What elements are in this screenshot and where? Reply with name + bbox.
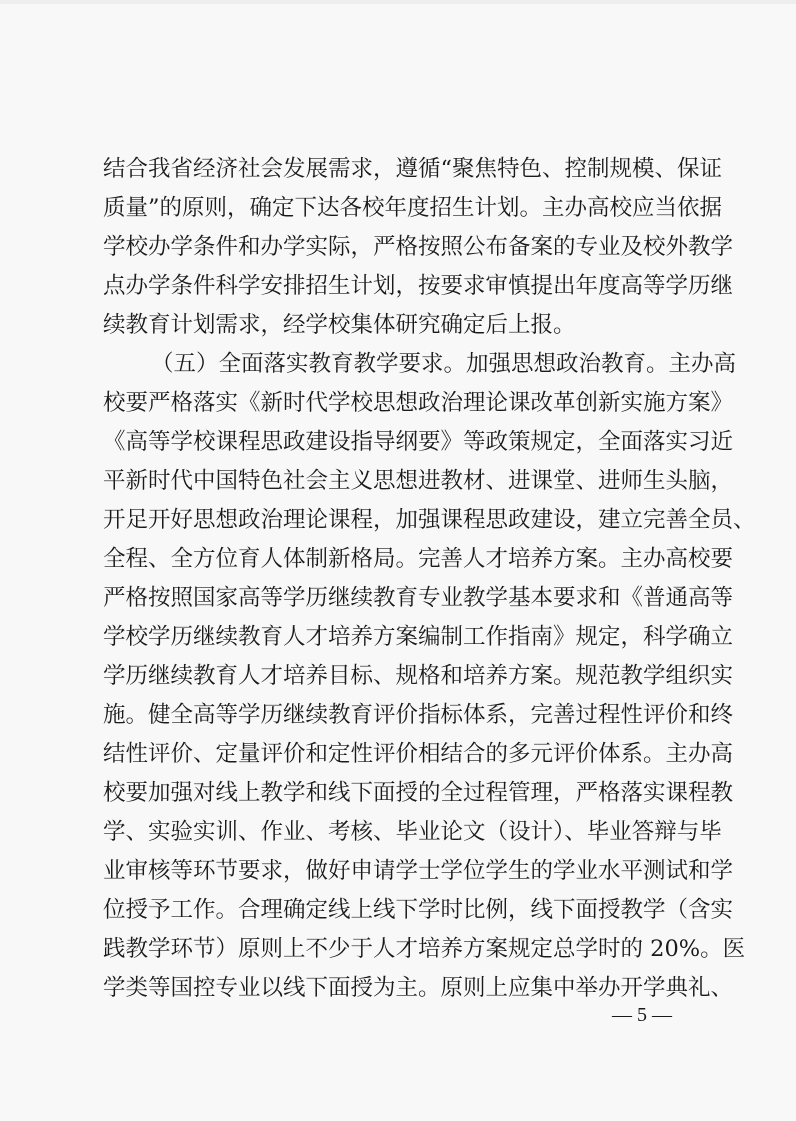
text-line: 学历继续教育人才培养目标、规格和培养方案。规范教学组织实 [103,663,734,689]
text-line: 校要严格落实《新时代学校思想政治理论课改革创新实施方案》 [103,390,734,416]
page-number: — 5 — [612,1004,672,1026]
text-line: 学、实验实训、作业、考核、毕业论文（设计）、毕业答辩与毕 [103,819,722,845]
text-line: 严格按照国家高等学历继续教育专业教学基本要求和《普通高等 [103,585,734,611]
text-line: 践教学环节）原则上不少于人才培养方案规定总学时的 20%。医 [103,936,746,962]
text-line: 结性评价、定量评价和定性评价相结合的多元评价体系。主办高 [103,741,734,767]
section-heading-line: （五）全面落实教育教学要求。加强思想政治教育。主办高 [151,351,737,377]
text-line: 全程、全方位育人体制新格局。完善人才培养方案。主办高校要 [103,546,734,572]
text-line: 位授予工作。合理确定线上线下学时比例，线下面授教学（含实 [103,897,734,923]
text-line: 开足开好思想政治理论课程，加强课程思政建设，建立完善全员、 [103,507,756,533]
text-line: 平新时代中国特色社会主义思想进教材、进课堂、进师生头脑， [103,468,734,494]
top-border [0,0,796,4]
text-line: 校要加强对线上教学和线下面授的全过程管理，严格落实课程教 [103,780,734,806]
document-body [103,150,756,1008]
text-line: 学校办学条件和办学实际，严格按照公布备案的专业及校外教学 [103,234,734,260]
text-line: 施。健全高等学历继续教育评价指标体系，完善过程性评价和终 [103,702,734,728]
text-line: 质量”的原则，确定下达各校年度招生计划。主办高校应当依据 [103,195,723,221]
text-line: 续教育计划需求，经学校集体研究确定后上报。 [103,312,576,338]
text-line: 学校学历继续教育人才培养方案编制工作指南》规定，科学确立 [103,624,734,650]
text-line: 点办学条件科学安排招生计划，按要求审慎提出年度高等学历继 [103,273,734,299]
text-line: 业审核等环节要求，做好申请学士学位学生的学业水平测试和学 [103,858,734,884]
text-line: 结合我省经济社会发展需求，遵循“聚焦特色、控制规模、保证 [103,156,723,182]
text-line: 《高等学校课程思政建设指导纲要》等政策规定，全面落实习近 [103,429,734,455]
text-line: 学类等国控专业以线下面授为主。原则上应集中举办开学典礼、 [103,975,734,1001]
